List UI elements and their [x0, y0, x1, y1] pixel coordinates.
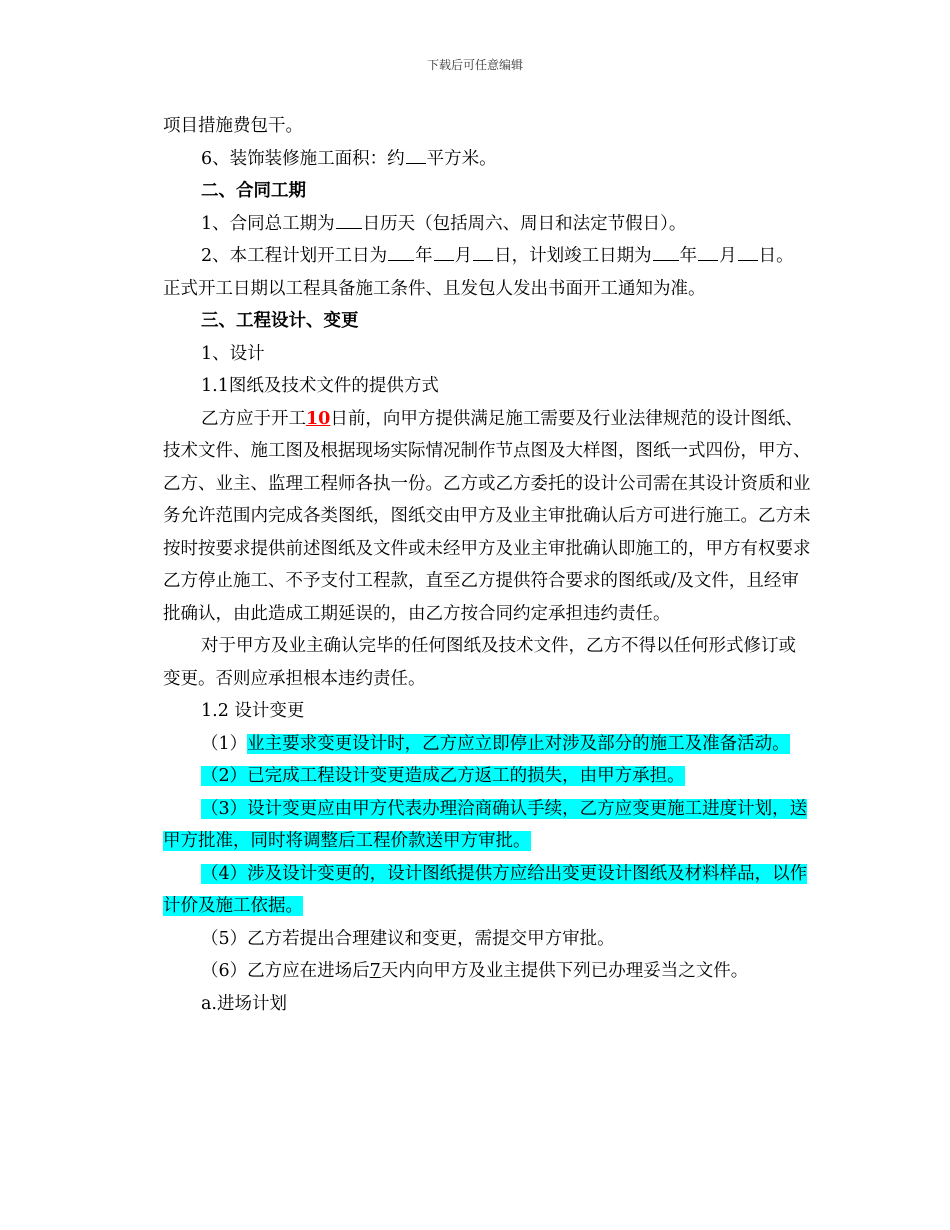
text: 年 [415, 246, 433, 266]
text: 平方米。 [426, 148, 497, 169]
document-body [163, 110, 813, 1020]
list-item: （5）乙方若提出合理建议和变更，需提交甲方审批。 [201, 928, 615, 949]
text: 乙方应于开工 [201, 408, 306, 429]
blank-field [473, 240, 493, 261]
list-item [163, 955, 813, 988]
text: 年 [679, 246, 698, 266]
blank-field [336, 208, 362, 229]
subheading: 1.2 设计变更 [201, 701, 305, 721]
text: 日。 [758, 246, 794, 266]
days-value: 10 [306, 408, 331, 429]
list-item [163, 760, 813, 793]
list-item [163, 793, 813, 858]
section-heading: 三、工程设计、变更 [201, 311, 359, 331]
text: 日历天（包括周六、周日和法定节假日）。 [362, 213, 687, 234]
section-heading: 二、合同工期 [201, 181, 306, 201]
text: 月 [719, 246, 737, 266]
text: 日，计划竣工日期为 [494, 246, 652, 266]
text: 6、装饰装修施工面积：约 [201, 148, 405, 169]
list-item: a.进场计划 [201, 993, 287, 1014]
subheading: 1、设计 [201, 343, 265, 364]
page-header: 下载后可任意编辑 [426, 58, 523, 72]
text: 月 [454, 246, 473, 266]
blank-field [653, 240, 679, 261]
text: 天内向甲方及业主提供下列已办理妥当之文件。 [380, 961, 749, 981]
text: 2、本工程计划开工日为 [201, 246, 388, 266]
days-value: 7 [369, 961, 381, 981]
subheading: 1.1图纸及技术文件的提供方式 [201, 376, 439, 396]
paragraph-area [163, 143, 813, 176]
paragraph: 正式开工日期以工程具备施工条件、且发包人发出书面开工通知为准。 [163, 278, 706, 299]
highlighted-text: （4）涉及设计变更的，设计图纸提供方应给出变更设计图纸及材料样品，以作计价及施工依据。 [163, 863, 808, 916]
text: （6）乙方应在进场后 [201, 961, 370, 981]
blank-field [698, 240, 718, 261]
paragraph-duration [163, 208, 813, 241]
highlighted-text: （2）已完成工程设计变更造成乙方返工的损失，由甲方承担。 [201, 766, 685, 786]
highlighted-text: （3）设计变更应由甲方代表办理洽商确认手续，乙方应变更施工进度计划，送甲方批准，同时将调整后工程价款送甲方审批。 [163, 798, 808, 851]
paragraph-drawings [163, 403, 813, 631]
highlighted-text: 业主要求变更设计时，乙方应立即停止对涉及部分的施工及准备活动。 [247, 733, 790, 754]
blank-field [434, 240, 454, 261]
item-number: （1） [201, 733, 248, 754]
list-item [163, 858, 813, 923]
paragraph: 对于甲方及业主确认完毕的任何图纸及技术文件，乙方不得以任何形式修订或变更。否则应承担根本违约责任。 [163, 636, 796, 689]
blank-field [406, 143, 426, 164]
blank-field [738, 240, 758, 261]
paragraph: 项目措施费包干。 [163, 116, 303, 136]
list-item [163, 728, 813, 761]
text: 日前，向甲方提供满足施工需要及行业法律规范的设计图纸、技术文件、施工图及根据现场实际情况制作节点图及大样图，图纸一式四份，甲方、乙方、业主、监理工程师各执一份。乙方或乙方委托的设计公司需在其设计资质和业务允许范围内完成各类图纸，图纸交由甲方及业主审批确认后方可进行施工。乙方未按时按要求提供前述图纸及文件或未经甲方及业主审批确认即施工的，甲方有权要求乙方停止施工、不予支付工程款，直至乙方提供符合要求的图纸或/及文件，且经审批确认，由此造成工期延误的，由乙方按合同约定承担违约责任。 [163, 408, 811, 624]
text: 1、合同总工期为 [201, 213, 335, 234]
blank-field [388, 240, 414, 261]
paragraph-dates [163, 240, 813, 273]
